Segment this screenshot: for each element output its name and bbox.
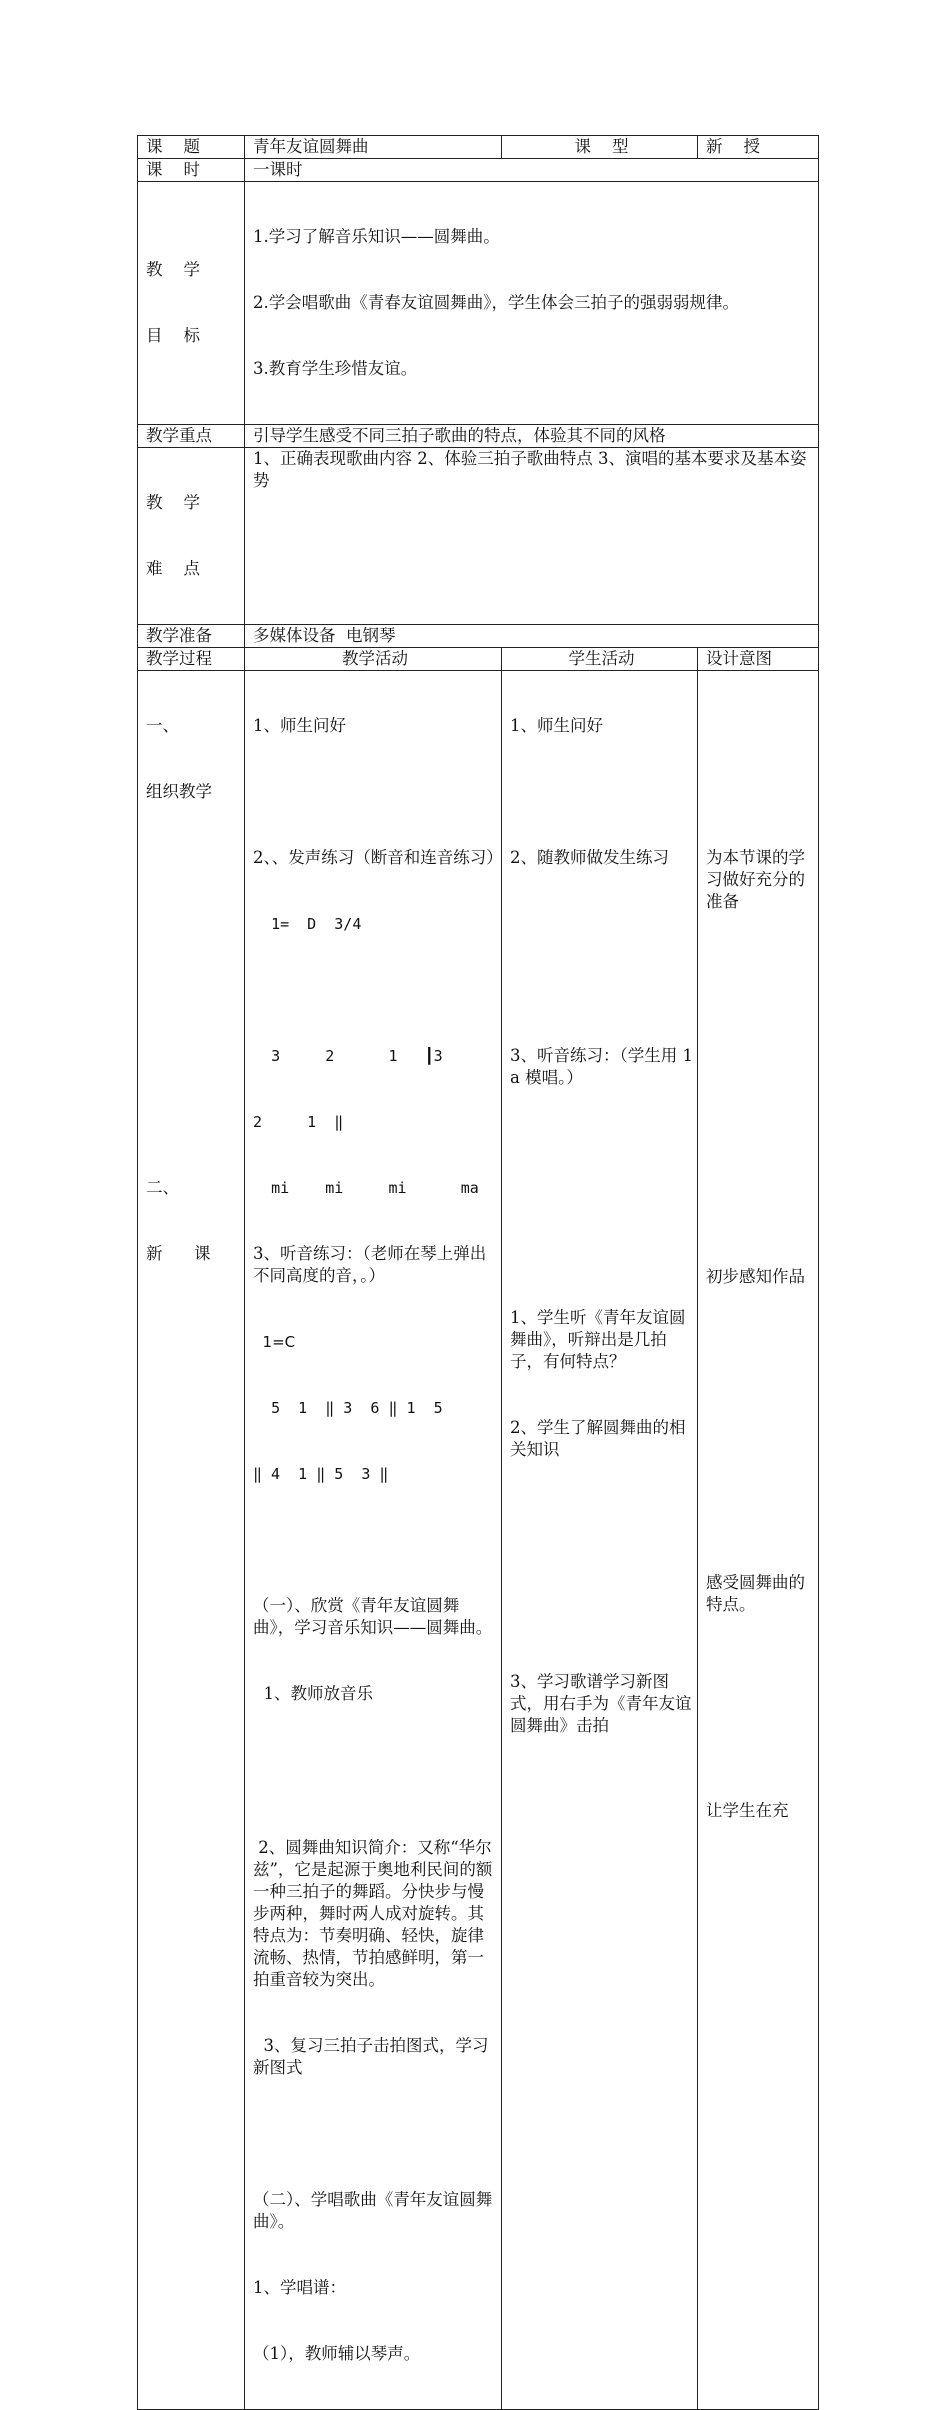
notation-line: 5 1 ‖ 3 6 ‖ 1 5 — [253, 1399, 443, 1417]
topic-label: 课 题 — [138, 136, 245, 159]
row-process-header — [138, 648, 819, 671]
process-col-student: 学生活动 — [502, 648, 698, 671]
student-listening-practice: 3、听音练习：（学生用 1a 模唱。） — [510, 1046, 693, 1087]
row-preparation — [138, 625, 819, 648]
row-goals — [138, 182, 819, 425]
teacher-learn-score: 1、学唱谱： — [253, 2278, 346, 2297]
spacer — [510, 781, 693, 803]
difficulty-label-line1: 教 学 — [146, 493, 200, 512]
student-learn-score: 3、学习歌谱学习新图式，用右手为《青年友谊圆舞曲》击拍 — [510, 1672, 692, 1735]
spacer — [253, 1749, 497, 1793]
stage-1-title: 组织教学 — [146, 782, 212, 801]
teacher-play-music: 1、教师放音乐 — [253, 1684, 373, 1703]
teacher-appreciate: （一）、欣赏《青年友谊圆舞曲》，学习音乐知识——圆舞曲。 — [253, 1596, 493, 1637]
goal-item: 2.学会唱歌曲《青春友谊圆舞曲》，学生体会三拍子的强弱弱规律。 — [253, 293, 739, 312]
goal-item: 3.教育学生珍惜友谊。 — [253, 359, 418, 378]
lesson-plan-sheet — [137, 135, 818, 2410]
hours-label: 课 时 — [138, 159, 245, 182]
key-point-value: 引导学生感受不同三拍子歌曲的特点，体验其不同的风格 — [245, 425, 819, 448]
type-value: 新 授 — [698, 136, 819, 159]
type-label: 课 型 — [502, 136, 698, 159]
goal-item: 1.学习了解音乐知识——圆舞曲。 — [253, 227, 500, 246]
spacer — [253, 979, 497, 1001]
teacher-greet: 1、师生问好 — [253, 716, 346, 735]
goals-label — [138, 182, 245, 425]
key-point-label: 教学重点 — [138, 425, 245, 448]
key-signature-2: 1=C — [253, 1333, 296, 1351]
difficulty-label-line2: 难 点 — [146, 559, 200, 578]
notation-line: 2 1 ‖ — [253, 1113, 344, 1131]
spacer — [146, 847, 240, 1133]
student-vocal-practice: 2、随教师做发生练习 — [510, 848, 669, 867]
stage-2-number: 二、 — [146, 1178, 179, 1197]
lesson-plan-table — [137, 135, 819, 2410]
teacher-review: 3、复习三拍子击拍图式，学习新图式 — [253, 2036, 489, 2077]
stage-cell — [138, 671, 245, 2410]
teacher-learn-song: （二）、学唱歌曲《青年友谊圆舞曲》。 — [253, 2190, 493, 2231]
key-signature-1: 1= D 3/4 — [253, 915, 362, 933]
syllables-line: mi mi mi ma — [253, 1179, 479, 1197]
design-intent-cell — [698, 671, 819, 2410]
topic-value: 青年友谊圆舞曲 — [245, 136, 502, 159]
row-process-body — [138, 671, 819, 2410]
intent-prepare: 为本节课的学习做好充分的准备 — [706, 848, 805, 911]
student-activity-cell — [502, 671, 698, 2410]
intent-perceive: 初步感知作品 — [706, 1267, 805, 1286]
goals-label-line2: 目 标 — [146, 326, 200, 345]
difficulty-label — [138, 448, 245, 625]
spacer — [510, 1505, 693, 1627]
goals-label-line1: 教 学 — [146, 260, 200, 279]
row-topic — [138, 136, 819, 159]
process-col-teacher: 教学活动 — [245, 648, 502, 671]
process-col-intent: 设计意图 — [698, 648, 819, 671]
row-key-point — [138, 425, 819, 448]
spacer — [706, 715, 814, 737]
hours-value: 一课时 — [245, 159, 819, 182]
preparation-label: 教学准备 — [138, 625, 245, 648]
student-listen-song: 1、学生听《青年友谊圆舞曲》，听辩出是几拍子，有何特点？ — [510, 1308, 686, 1371]
intent-let: 让学生在充 — [706, 1801, 789, 1820]
student-greet: 1、师生问好 — [510, 716, 603, 735]
row-difficulty — [138, 448, 819, 625]
difficulty-value: 1、正确表现歌曲内容 2、体验三拍子歌曲特点 3、演唱的基本要求及基本姿势 — [245, 448, 819, 625]
teacher-piano: （1），教师辅以琴声。 — [253, 2344, 421, 2363]
stage-1-number: 一、 — [146, 716, 179, 735]
spacer — [510, 913, 693, 1001]
row-hours — [138, 159, 819, 182]
stage-2-title: 新 课 — [146, 1244, 211, 1263]
notation-line: 3 2 1 ┃3 — [253, 1047, 443, 1065]
student-learn-knowledge: 2、学生了解圆舞曲的相关知识 — [510, 1418, 686, 1459]
intent-feel: 感受圆舞曲的特点。 — [706, 1573, 805, 1614]
teacher-listening-practice: 3、听音练习：（老师在琴上弹出不同高度的音，。） — [253, 1244, 487, 1285]
teacher-waltz-intro: 2、圆舞曲知识简介：又称“华尔兹”，它是起源于奥地利民间的额一种三拍子的舞蹈。分快步与慢步两种，舞时两人成对旋转。其特点为：节奏明确、轻快，旋律流畅、热情，节拍感鲜明，第一拍重音较为突出。 — [253, 1838, 493, 1989]
spacer — [510, 1133, 693, 1263]
teacher-vocal-practice: 2、、发声练习（断音和连音练习） — [253, 848, 503, 867]
goals-content — [245, 182, 819, 425]
spacer — [706, 957, 814, 1222]
process-col-stage: 教学过程 — [138, 648, 245, 671]
spacer — [253, 1529, 497, 1551]
preparation-value: 多媒体设备 电钢琴 — [245, 625, 819, 648]
notation-line: ‖ 4 1 ‖ 5 3 ‖ — [253, 1465, 389, 1483]
spacer — [706, 781, 814, 803]
spacer — [253, 781, 497, 803]
spacer — [706, 1660, 814, 1756]
teacher-activity-cell — [245, 671, 502, 2410]
spacer — [706, 1332, 814, 1528]
spacer — [253, 2123, 497, 2145]
